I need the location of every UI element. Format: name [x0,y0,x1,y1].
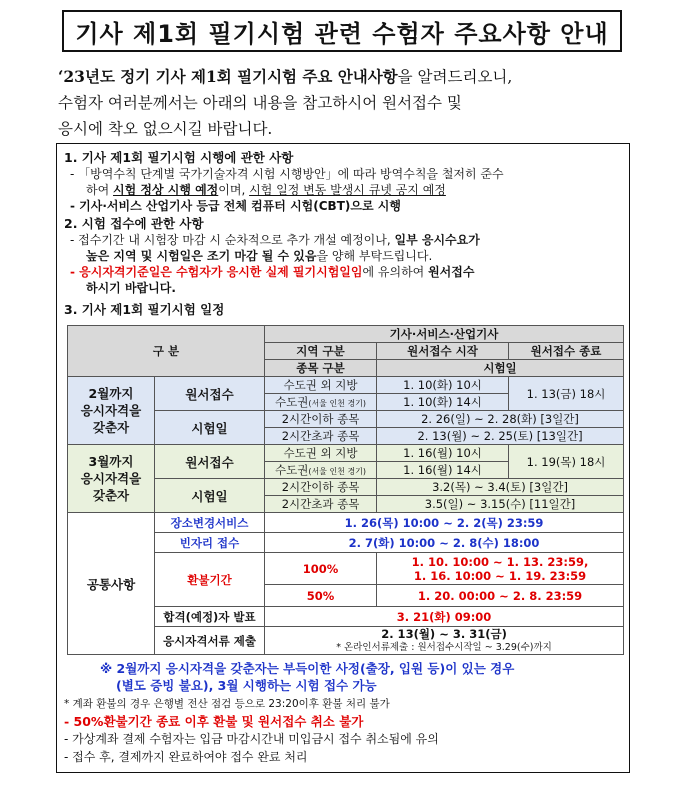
intro-line-3: 응시에 착오 없으시길 바랍니다. [58,120,273,138]
table-cell: 1. 16(월) 10시 [377,445,509,462]
table-cell: 1. 19(목) 18시 [509,445,624,479]
table-header-start: 원서접수 시작 [377,343,509,360]
footer-rule-3: - 접수 후, 결제까지 완료하여야 접수 완료 처리 [64,750,308,764]
text-fragment: 을 양해 부탁드립니다. [316,249,433,263]
footer-star-2 [116,677,377,695]
pass-value: 3. 21(화) 09:00 [265,607,624,627]
vacancy-value: 2. 7(화) 10:00 ~ 2. 8(수) 18:00 [265,533,624,553]
table-header-gubun: 구 분 [68,326,265,377]
text-fragment: - 접수기간 내 시험장 마감 시 순차적으로 추가 개설 예정이나, [70,233,395,247]
table-cell: 1. 13(금) 18시 [509,377,624,411]
refund-100-line-1: 1. 10. 10:00 ~ 1. 13. 23:59, [411,554,589,569]
table-header-end: 원서접수 종료 [509,343,624,360]
group-mar-reg: 원서접수 [155,445,265,479]
table-header-region: 지역 구분 [265,343,377,360]
text-fragment: 일부 응시수요가 [394,233,480,247]
table-cell: 2. 26(일) ~ 2. 28(화) [3일간] [377,411,624,428]
text-fragment: 에 유의하여 [362,265,429,279]
intro-line-2: 수험자 여러분께서는 아래의 내용을 참고하시어 원서접수 및 [58,94,462,112]
group-mar-examday: 시험일 [155,479,265,513]
section-3 [64,302,624,318]
docs-label: 응시자격서류 제출 [155,627,265,655]
text-fragment: 수도권 [275,463,309,477]
text-fragment: 원서접수 [428,265,475,279]
text-fragment: 시험 정상 시행 예정 [113,183,219,197]
footer-star-1 [100,660,514,678]
text-fragment: 이며, [218,183,250,197]
footer-rule-1: - 50%환불기간 종료 이후 환불 및 원서접수 취소 불가 [64,714,364,729]
footer-note: * 계좌 환불의 경우 은행별 전산 점검 등으로 23:20이후 환불 처리 불가 [64,698,390,710]
footer-rule-2: - 가상계좌 결제 수험자는 입금 마감시간내 미입금시 접수 취소됨에 유의 [64,732,439,746]
text-fragment: (서울 인천 경기) [308,399,367,408]
table-cell: 2시간이하 종목 [265,479,377,496]
common-label: 공통사항 [68,513,155,655]
refund-50-label: 50% [265,585,377,607]
section-2 [64,216,624,296]
table-cell: 3.5(일) ~ 3.15(수) [11일간] [377,496,624,513]
text-fragment: 하여 [86,183,113,197]
vacancy-label: 빈자리 접수 [155,533,265,553]
table-header-top: 기사·서비스·산업기사 [265,326,624,343]
refund-100-line-2: 1. 16. 10:00 ~ 1. 19. 23:59 [413,568,587,583]
intro-line-1 [58,64,630,90]
table-cell: 2시간이하 종목 [265,411,377,428]
text-fragment: - 응시자격기준일은 수험자가 응시한 실제 필기시험일임 [70,265,363,279]
text-fragment: 시험 일정 변동 발생시 큐넷 공지 예정 [249,183,446,197]
table-cell [265,462,377,479]
venue-change-label: 장소변경서비스 [155,513,265,533]
table-cell: 1. 16(월) 14시 [377,462,509,479]
group-feb-examday: 시험일 [155,411,265,445]
docs-range: 2. 13(월) ~ 3. 31(금) [381,626,507,641]
text-fragment: 높은 지역 및 시험일은 조기 마감 될 수 있음 [86,249,317,263]
section-2-item-2 [64,264,624,280]
text-fragment: 수도권 [275,395,309,409]
group-mar: 3월까지 응시자격을 갖춘자 [68,445,155,513]
schedule-table [67,325,624,655]
section-2-item-1 [64,232,624,248]
section-1 [64,150,624,214]
refund-label: 환불기간 [155,553,265,607]
table-cell: 수도권 외 지방 [265,445,377,462]
section-2-item-1b [64,248,624,264]
table-cell: 1. 10(화) 14시 [377,394,509,411]
section-1-item-1b [64,182,624,198]
group-feb-reg: 원서접수 [155,377,265,411]
table-cell: 2. 13(월) ~ 2. 25(토) [13일간] [377,428,624,445]
intro-paragraph [58,64,630,142]
table-cell: 2시간초과 종목 [265,496,377,513]
docs-value [265,627,624,655]
table-header-examday: 시험일 [377,360,624,377]
text-fragment: ※ 2월까지 응시자격을 갖춘자는 부득이한 사정(출장, 입원 등)이 있는 경우 [100,661,515,676]
refund-100-value [377,553,624,585]
table-cell: 수도권 외 지방 [265,377,377,394]
pass-label: 합격(예정)자 발표 [155,607,265,627]
table-cell: 1. 10(화) 10시 [377,377,509,394]
section-2-heading: 2. 시험 접수에 관한 사항 [64,216,204,231]
table-cell: 3.2(목) ~ 3.4(토) [3일간] [377,479,624,496]
page-title: 기사 제1회 필기시험 관련 수험자 주요사항 안내 [75,19,609,48]
section-3-heading: 3. 기사 제1회 필기시험 일정 [64,302,225,317]
docs-note: * 온라인서류제출 : 원서접수시작일 ~ 3.29(수)까지 [336,641,552,653]
table-cell [265,394,377,411]
section-2-item-2b: 하시기 바랍니다. [86,281,176,295]
group-feb: 2월까지 응시자격을 갖춘자 [68,377,155,445]
venue-change-value: 1. 26(목) 10:00 ~ 2. 2(목) 23:59 [265,513,624,533]
page-title-box [62,10,622,52]
section-1-item-1: - 「방역수칙 단계별 국가기술자격 시험 시행방안」에 따라 방역수칙을 철저히 준수 [70,167,504,181]
intro-line-1-tail: 을 알려드리오니, [397,68,513,86]
section-1-heading: 1. 기사 제1회 필기시험 시행에 관한 사항 [64,150,294,165]
table-cell: 2시간초과 종목 [265,428,377,445]
section-1-item-2: - 기사·서비스 산업기사 등급 전체 컴퓨터 시험(CBT)으로 시행 [70,199,401,213]
refund-100-label: 100% [265,553,377,585]
intro-bold: ‘23년도 정기 기사 제1회 필기시험 주요 안내사항 [58,67,398,86]
refund-50-value: 1. 20. 00:00 ~ 2. 8. 23:59 [377,585,624,607]
text-fragment: (서울 인천 경기) [308,467,367,476]
table-header-type: 종목 구분 [265,360,377,377]
text-fragment: (별도 증빙 불요), 3월 시행하는 시험 접수 가능 [116,678,377,693]
